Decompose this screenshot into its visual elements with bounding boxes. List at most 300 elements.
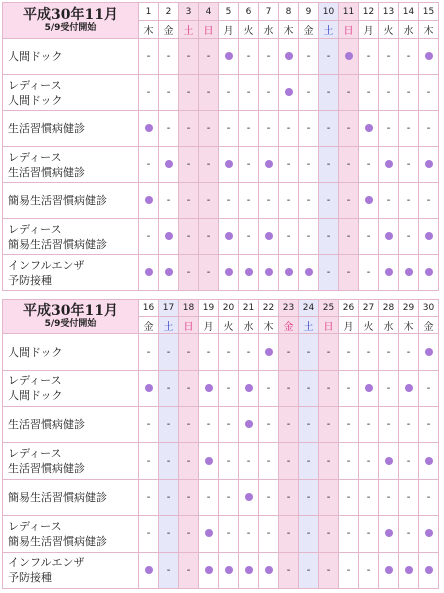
unavailable-dash: - [266,195,271,206]
unavailable-dash: - [406,231,411,242]
weekday-label: 日 [319,317,339,334]
unavailable-day-cell [259,516,279,552]
day-number: 16 [139,300,159,317]
table-row [3,443,439,479]
available-dot-icon [385,457,393,465]
unavailable-dash: - [206,267,211,278]
unavailable-day-cell [239,183,259,219]
unavailable-dash: - [266,528,271,540]
day-number: 4 [199,3,219,21]
unavailable-day-cell [159,479,179,515]
unavailable-day-cell [159,334,179,370]
available-day-cell [279,255,299,291]
unavailable-dash: - [406,87,411,98]
unavailable-day-cell [199,147,219,183]
unavailable-day-cell [179,75,199,111]
available-dot-icon [265,566,273,574]
unavailable-dash: - [326,455,331,467]
unavailable-day-cell [339,147,359,183]
unavailable-dash: - [286,123,291,134]
unavailable-day-cell [279,443,299,479]
unavailable-dash: - [186,528,191,540]
unavailable-day-cell [259,75,279,111]
unavailable-dash: - [326,346,331,358]
unavailable-dash: - [386,346,391,358]
available-dot-icon [265,232,273,240]
unavailable-day-cell [179,552,199,588]
unavailable-dash: - [306,564,311,576]
unavailable-day-cell [419,370,439,406]
weekday-label: 月 [199,317,219,334]
unavailable-dash: - [146,159,151,170]
unavailable-dash: - [306,195,311,206]
unavailable-dash: - [286,492,291,504]
available-dot-icon [425,160,433,168]
day-number: 27 [359,300,379,317]
unavailable-day-cell [199,407,219,443]
available-day-cell [259,552,279,588]
unavailable-dash: - [346,346,351,358]
unavailable-day-cell [419,479,439,515]
day-number: 23 [279,300,299,317]
available-day-cell [419,334,439,370]
unavailable-day-cell [179,255,199,291]
available-dot-icon [425,457,433,465]
available-day-cell [219,552,239,588]
unavailable-dash: - [326,564,331,576]
unavailable-dash: - [266,123,271,134]
unavailable-dash: - [266,455,271,467]
available-dot-icon [145,196,153,204]
unavailable-day-cell [339,111,359,147]
weekday-label: 木 [279,21,299,39]
unavailable-dash: - [346,564,351,576]
unavailable-day-cell [239,443,259,479]
available-dot-icon [405,268,413,276]
weekday-label: 月 [219,21,239,39]
unavailable-dash: - [406,123,411,134]
unavailable-day-cell [299,39,319,75]
unavailable-day-cell [219,516,239,552]
available-day-cell [379,443,399,479]
unavailable-day-cell [379,111,399,147]
calendar-second-half [2,299,439,589]
unavailable-day-cell [179,147,199,183]
unavailable-dash: - [346,195,351,206]
weekday-label: 水 [379,317,399,334]
available-dot-icon [385,566,393,574]
unavailable-dash: - [146,528,151,540]
table-row [3,219,439,255]
available-dot-icon [365,124,373,132]
unavailable-dash: - [306,123,311,134]
available-dot-icon [425,232,433,240]
unavailable-day-cell [279,334,299,370]
table-row [3,370,439,406]
day-number: 3 [179,3,199,21]
unavailable-day-cell [319,39,339,75]
unavailable-dash: - [186,87,191,98]
unavailable-dash: - [326,195,331,206]
unavailable-dash: - [146,419,151,431]
unavailable-dash: - [386,87,391,98]
unavailable-dash: - [286,382,291,394]
available-dot-icon [145,124,153,132]
weekday-label: 月 [359,21,379,39]
unavailable-dash: - [346,419,351,431]
available-dot-icon [145,566,153,574]
unavailable-day-cell [239,219,259,255]
available-dot-icon [165,232,173,240]
available-dot-icon [265,268,273,276]
unavailable-dash: - [266,382,271,394]
unavailable-dash: - [346,267,351,278]
available-day-cell [359,111,379,147]
unavailable-day-cell [319,443,339,479]
available-dot-icon [225,52,233,60]
unavailable-dash: - [166,51,171,62]
available-dot-icon [265,160,273,168]
unavailable-day-cell [419,183,439,219]
weekday-label: 火 [379,21,399,39]
unavailable-dash: - [326,123,331,134]
unavailable-day-cell [199,111,219,147]
day-number: 13 [379,3,399,21]
unavailable-dash: - [326,528,331,540]
unavailable-dash: - [146,346,151,358]
available-day-cell [299,255,319,291]
unavailable-dash: - [366,267,371,278]
available-day-cell [139,370,159,406]
available-dot-icon [345,52,353,60]
unavailable-day-cell [339,479,359,515]
available-dot-icon [425,52,433,60]
unavailable-day-cell [279,111,299,147]
unavailable-day-cell [319,552,339,588]
unavailable-day-cell [219,75,239,111]
weekday-label: 土 [299,317,319,334]
available-day-cell [419,147,439,183]
unavailable-dash: - [306,231,311,242]
unavailable-dash: - [246,123,251,134]
unavailable-day-cell [159,183,179,219]
calendar-title-cell [3,300,139,334]
unavailable-dash: - [306,492,311,504]
unavailable-day-cell [179,183,199,219]
unavailable-day-cell [239,75,259,111]
day-number: 24 [299,300,319,317]
day-number: 6 [239,3,259,21]
unavailable-dash: - [426,123,431,134]
unavailable-dash: - [326,159,331,170]
unavailable-day-cell [359,334,379,370]
unavailable-day-cell [379,334,399,370]
unavailable-dash: - [406,492,411,504]
available-day-cell [159,147,179,183]
available-dot-icon [425,348,433,356]
unavailable-dash: - [226,455,231,467]
calendar-title-cell [3,3,139,39]
unavailable-day-cell [319,147,339,183]
unavailable-dash: - [286,195,291,206]
unavailable-day-cell [159,552,179,588]
day-number: 12 [359,3,379,21]
available-dot-icon [165,160,173,168]
unavailable-dash: - [186,159,191,170]
unavailable-day-cell [319,255,339,291]
unavailable-day-cell [319,183,339,219]
exam-type-label: インフルエンザ 予防接種 [3,255,139,291]
unavailable-day-cell [199,334,219,370]
unavailable-dash: - [246,87,251,98]
exam-type-label: 簡易生活習慣病健診 [3,183,139,219]
unavailable-day-cell [339,219,359,255]
unavailable-day-cell [219,407,239,443]
available-day-cell [339,39,359,75]
unavailable-dash: - [206,492,211,504]
unavailable-day-cell [299,552,319,588]
unavailable-day-cell [379,479,399,515]
unavailable-day-cell [299,219,319,255]
available-day-cell [219,219,239,255]
unavailable-day-cell [239,39,259,75]
available-day-cell [159,255,179,291]
unavailable-day-cell [299,370,319,406]
available-day-cell [419,443,439,479]
unavailable-dash: - [166,455,171,467]
unavailable-dash: - [306,528,311,540]
weekday-label: 木 [259,317,279,334]
available-dot-icon [385,160,393,168]
available-day-cell [379,255,399,291]
unavailable-day-cell [339,552,359,588]
unavailable-day-cell [399,147,419,183]
available-dot-icon [225,160,233,168]
unavailable-dash: - [306,455,311,467]
unavailable-day-cell [339,334,359,370]
available-dot-icon [245,420,253,428]
unavailable-dash: - [266,51,271,62]
unavailable-day-cell [279,147,299,183]
unavailable-day-cell [359,443,379,479]
exam-type-label: インフルエンザ 予防接種 [3,552,139,588]
weekday-label: 金 [279,317,299,334]
unavailable-day-cell [299,516,319,552]
table-row [3,255,439,291]
unavailable-day-cell [179,443,199,479]
unavailable-day-cell [279,407,299,443]
table-row [3,111,439,147]
available-dot-icon [385,529,393,537]
unavailable-dash: - [346,87,351,98]
unavailable-dash: - [326,419,331,431]
unavailable-dash: - [386,382,391,394]
unavailable-day-cell [319,370,339,406]
unavailable-dash: - [206,87,211,98]
exam-type-label: レディース 簡易生活習慣病健診 [3,516,139,552]
available-day-cell [219,39,239,75]
unavailable-dash: - [326,382,331,394]
available-dot-icon [365,384,373,392]
unavailable-day-cell [139,516,159,552]
table-row [3,75,439,111]
available-day-cell [399,255,419,291]
unavailable-dash: - [366,51,371,62]
unavailable-day-cell [239,147,259,183]
unavailable-dash: - [186,346,191,358]
unavailable-day-cell [319,407,339,443]
table-row [3,147,439,183]
unavailable-dash: - [246,346,251,358]
unavailable-dash: - [166,346,171,358]
unavailable-day-cell [199,479,219,515]
day-number: 2 [159,3,179,21]
day-number: 20 [219,300,239,317]
unavailable-dash: - [246,51,251,62]
weekday-label: 日 [339,21,359,39]
unavailable-day-cell [399,407,419,443]
table-row [3,407,439,443]
unavailable-day-cell [339,183,359,219]
day-number: 28 [379,300,399,317]
exam-type-label: 生活習慣病健診 [3,407,139,443]
available-dot-icon [285,268,293,276]
exam-type-label: レディース 生活習慣病健診 [3,147,139,183]
available-day-cell [239,407,259,443]
available-day-cell [199,516,219,552]
unavailable-dash: - [266,492,271,504]
available-dot-icon [205,566,213,574]
unavailable-dash: - [226,528,231,540]
unavailable-day-cell [259,443,279,479]
table-row [3,183,439,219]
available-day-cell [159,219,179,255]
unavailable-dash: - [326,492,331,504]
day-number: 29 [399,300,419,317]
unavailable-day-cell [299,75,319,111]
day-number: 25 [319,300,339,317]
unavailable-dash: - [146,455,151,467]
unavailable-day-cell [219,183,239,219]
unavailable-day-cell [199,255,219,291]
unavailable-day-cell [139,219,159,255]
unavailable-dash: - [406,159,411,170]
unavailable-day-cell [219,370,239,406]
weekday-label: 水 [239,317,259,334]
unavailable-day-cell [159,39,179,75]
unavailable-dash: - [306,419,311,431]
unavailable-day-cell [399,219,419,255]
unavailable-day-cell [359,75,379,111]
unavailable-dash: - [366,87,371,98]
unavailable-dash: - [306,346,311,358]
unavailable-dash: - [386,419,391,431]
unavailable-dash: - [286,159,291,170]
weekday-label: 火 [239,21,259,39]
unavailable-day-cell [219,334,239,370]
unavailable-dash: - [246,528,251,540]
unavailable-day-cell [379,407,399,443]
day-number: 26 [339,300,359,317]
table-row [3,334,439,370]
unavailable-dash: - [366,419,371,431]
unavailable-day-cell [339,443,359,479]
unavailable-day-cell [299,407,319,443]
unavailable-dash: - [186,51,191,62]
unavailable-day-cell [159,75,179,111]
unavailable-day-cell [159,516,179,552]
exam-type-label: レディース 人間ドック [3,370,139,406]
unavailable-day-cell [379,75,399,111]
unavailable-day-cell [399,516,419,552]
day-number: 11 [339,3,359,21]
unavailable-day-cell [339,75,359,111]
available-day-cell [259,255,279,291]
unavailable-day-cell [399,479,419,515]
unavailable-dash: - [166,492,171,504]
available-day-cell [199,443,219,479]
weekday-label: 日 [179,317,199,334]
unavailable-dash: - [406,455,411,467]
weekday-label: 火 [219,317,239,334]
unavailable-day-cell [419,407,439,443]
unavailable-dash: - [366,492,371,504]
calendar-title: 平成30年11月 [23,7,118,23]
unavailable-day-cell [139,479,159,515]
available-day-cell [279,39,299,75]
available-dot-icon [245,566,253,574]
unavailable-dash: - [386,492,391,504]
unavailable-dash: - [406,346,411,358]
available-day-cell [379,219,399,255]
unavailable-day-cell [239,111,259,147]
available-dot-icon [405,384,413,392]
weekday-label: 木 [419,21,439,39]
unavailable-day-cell [159,407,179,443]
day-number: 7 [259,3,279,21]
available-dot-icon [225,232,233,240]
unavailable-dash: - [166,564,171,576]
unavailable-dash: - [286,455,291,467]
day-number: 14 [399,3,419,21]
unavailable-day-cell [179,370,199,406]
unavailable-dash: - [426,419,431,431]
unavailable-dash: - [186,492,191,504]
unavailable-day-cell [279,219,299,255]
unavailable-dash: - [226,382,231,394]
available-day-cell [419,552,439,588]
unavailable-dash: - [226,123,231,134]
available-day-cell [419,516,439,552]
unavailable-dash: - [226,195,231,206]
unavailable-day-cell [199,219,219,255]
unavailable-dash: - [166,419,171,431]
unavailable-day-cell [399,39,419,75]
day-number: 30 [419,300,439,317]
unavailable-day-cell [179,219,199,255]
unavailable-dash: - [286,564,291,576]
unavailable-dash: - [186,231,191,242]
unavailable-day-cell [219,443,239,479]
unavailable-day-cell [399,183,419,219]
unavailable-dash: - [286,419,291,431]
unavailable-day-cell [299,479,319,515]
available-day-cell [239,255,259,291]
available-dot-icon [205,457,213,465]
unavailable-day-cell [259,183,279,219]
unavailable-dash: - [226,419,231,431]
unavailable-dash: - [166,382,171,394]
